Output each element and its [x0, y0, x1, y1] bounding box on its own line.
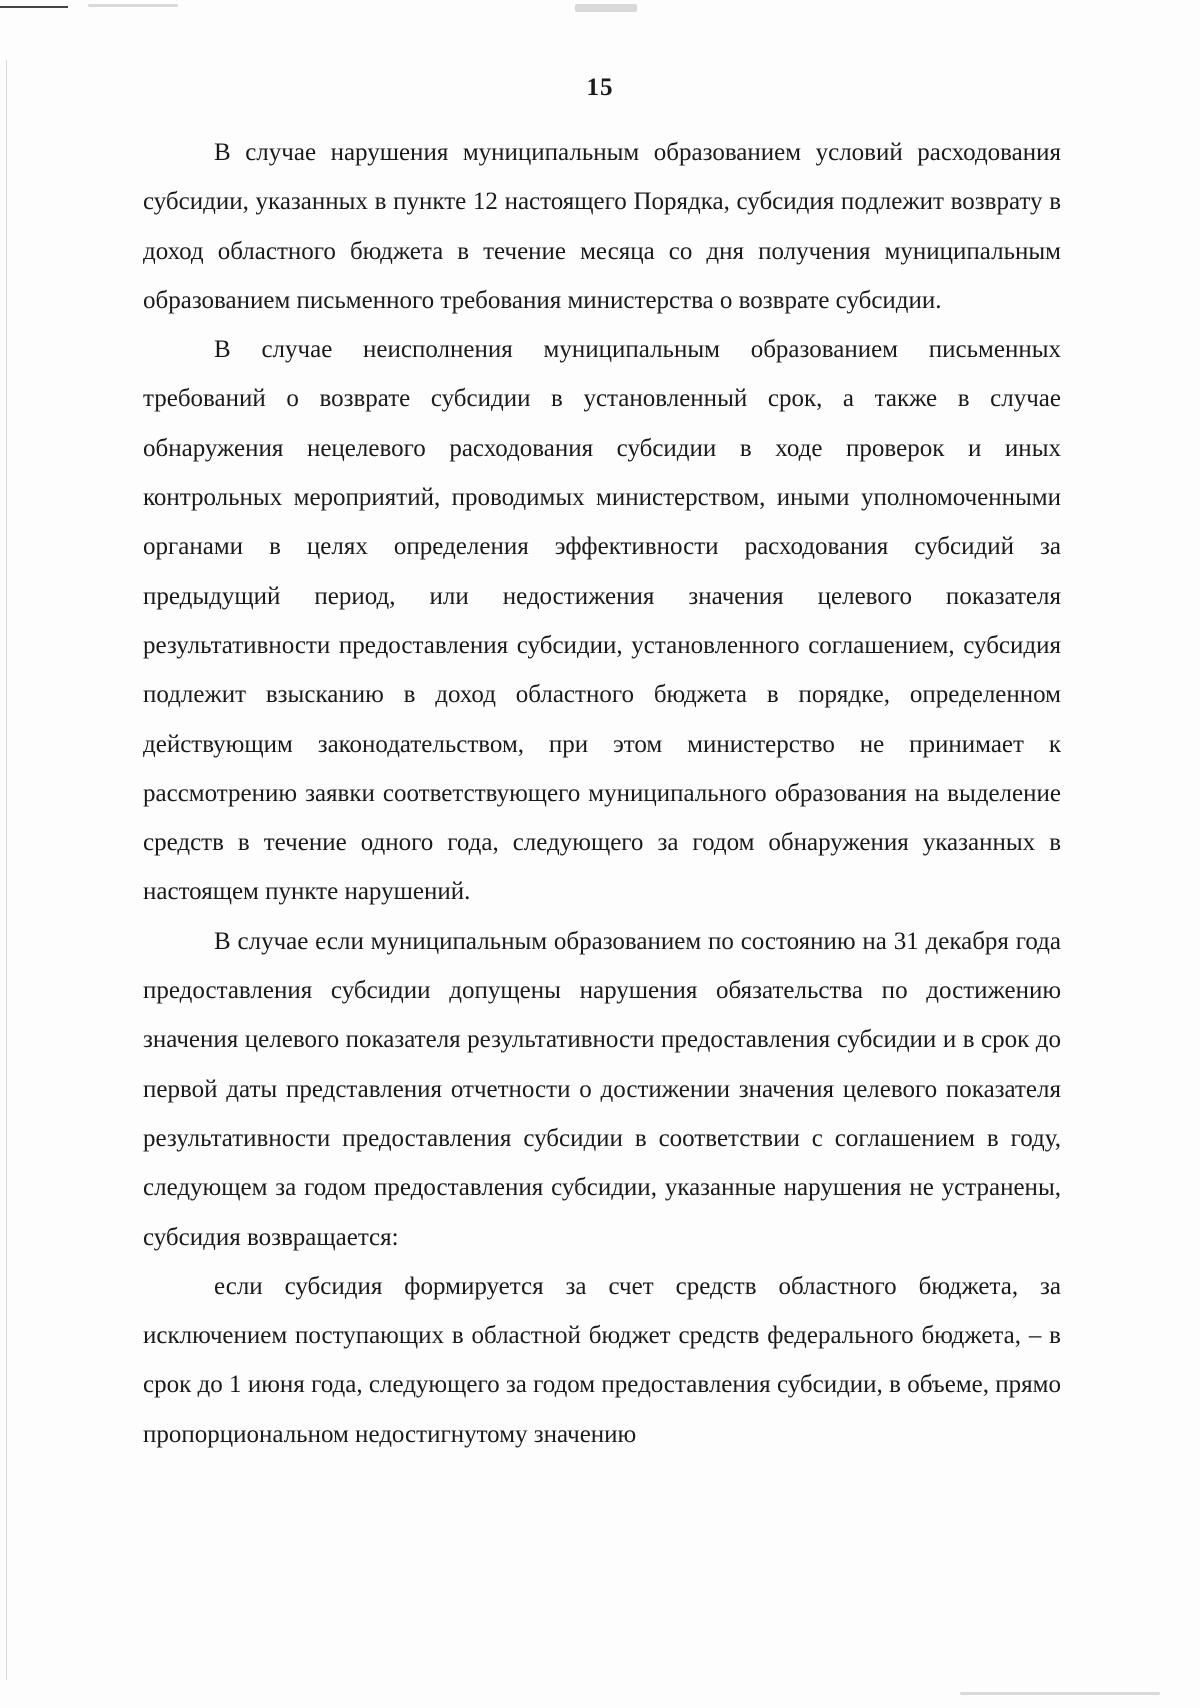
- scan-margin-line: [6, 60, 7, 1680]
- scan-artifact-line: [0, 6, 68, 8]
- document-body: [143, 128, 1061, 1459]
- scan-artifact-smudge: [960, 1692, 1160, 1695]
- scan-artifact-smudge: [88, 4, 178, 7]
- paragraph: В случае нарушения муниципальным образованием условий расходования субсидии, указанных в пункте 12 настоящего Порядка, субсидия подлежит возврату в доход областного бюджета в течение месяца со дня получения муниципальным образованием письменного требования министерства о возврате субсидии.: [143, 139, 1061, 314]
- paragraph: В случае если муниципальным образованием по состоянию на 31 декабря года предоставления субсидии допущены нарушения обязательства по достижению значения целевого показателя результативности предоставления субсидии и в срок до первой даты представления отчетности о достижении значения целевого показателя результативности предоставления субсидии в соответствии с соглашением в году, следующем за годом предоставления субсидии, указанные нарушения не устранены, субсидия возвращается:: [143, 927, 1061, 1251]
- paragraph: если субсидия формируется за счет средств областного бюджета, за исключением поступающих в областной бюджет средств федерального бюджета, – в срок до 1 июня года, следующего за годом предоставления субсидии, в объеме, прямо пропорциональном недостигнутому значению: [143, 1272, 1061, 1448]
- scan-artifact-smudge: [575, 4, 637, 12]
- paragraph: В случае неисполнения муниципальным образованием письменных требований о возврате субсидии в установленный срок, а также в случае обнаружения нецелевого расходования субсидии в ходе проверок и иных контрольных мероприятий, проводимых министерством, иными уполномоченными органами в целях определения эффективности расходования субсидий за предыдущий период, или недостижения значения целевого показателя результативности предоставления субсидии, установленного соглашением, субсидия подлежит взысканию в доход областного бюджета в порядке, определенном действующим законодательством, при этом министерство не принимает к рассмотрению заявки соответствующего муниципального образования на выделение средств в течение одного года, следующего за годом обнаружения указанных в настоящем пункте нарушений.: [143, 336, 1061, 906]
- page-number: 15: [586, 74, 614, 101]
